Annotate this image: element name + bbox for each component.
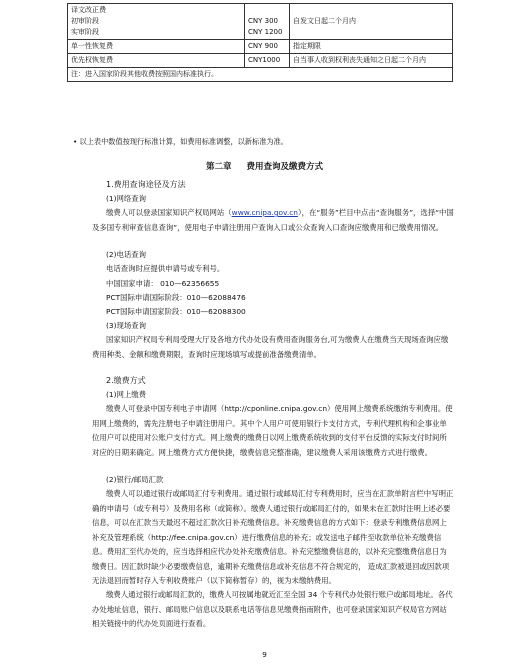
paragraph-online-query — [92, 206, 454, 235]
phone-line: PCT国际申请国际阶段：010—62088476 — [106, 293, 246, 302]
table-row — [68, 4, 453, 40]
fee-amount: CNY1000 — [245, 54, 290, 68]
subsection-label: (2)银行/邮局汇款 — [106, 475, 164, 484]
fee-amount: CNY 900 — [245, 40, 290, 54]
fee-item: 优先权恢复费 — [68, 54, 245, 68]
chapter-title: 费用查询及缴费方式 — [246, 162, 323, 172]
fee-item: 实审阶段 — [71, 28, 99, 36]
table-row — [68, 40, 453, 54]
fee-note: 自当事人收到权利丧失通知之日起二个月内 — [290, 54, 453, 68]
fee-table — [67, 3, 453, 82]
paragraph-text: 电话查询时应提供申请号或专利号。 — [106, 264, 225, 273]
subsection-label: (2)电话查询 — [106, 250, 147, 259]
table-cell — [290, 4, 453, 40]
paragraph-bank-payment: 缴费人可以通过银行或邮局汇付专利费用。通过银行或邮局汇付专利费用时，应当在汇款单附言栏中写明正确的申请号（或专利号）及费用名称（或简称）。缴费人通过银行或邮局汇付的，如果未在汇款时注明上述必要信息，可以在汇款当天最迟不超过汇款次日补充缴费信息。补充缴费信息的方式如下：登录专利缴费信息网上补充及管理系统（http://fee.cnipa.gov.cn）进行缴费信息的补充；或发送电子邮件至收款单位补充缴费信息。费用汇至代办处的，应当选择相应代办处补充缴费信息。补充完整缴费信息的，以补充完整缴费信息日为缴费日。因汇款时缺少必要缴费信息，逾期补充缴费信息或补充信息不符合规定的， 造成汇款被退回或因款项无法退回而暂时存入专利收费账户（以下简称暂存）的，视为未缴纳费用。 — [92, 489, 454, 585]
footnote: • 以上表中数值按现行标准计算，如费用标准调整，以新标准为准。 — [73, 137, 288, 146]
paragraph-onsite-query: 国家知识产权局专利局受理大厅及各地方代办处设有费用查询服务台,可为缴费人在缴费当天现场查询应缴费用种类、金额和缴费期限，查询时应现场填写或提前准备缴费清单。 — [92, 335, 449, 359]
subsection-label: (1)网上缴费 — [106, 390, 147, 399]
fee-item: 单一性恢复费 — [68, 40, 245, 54]
paragraph-text: ），在“服务”栏目中点击“查询服务”，选择“中国及多国专利审查信息查询”，使用电子申请注册用户查询入口或公众查询入口查询应缴费用和已缴费用情况。 — [92, 208, 454, 232]
section-heading: 1.费用查询途径及方法 — [106, 180, 186, 189]
section-heading: 2.缴费方式 — [106, 376, 146, 385]
phone-line: 中国国家申请： 010—62356655 — [106, 279, 220, 288]
paragraph-bank-offices: 缴费人通过银行或邮局汇款的，缴费人可按属地就近汇至全国 34 个专利代办处银行账户或邮局地址。各代办处地址信息，银行、邮局账户信息以及联系电话等信息见缴费指南附件，也可登录国家知识产权局官方网站相关链接中的代办处页面进行查看。 — [92, 590, 453, 628]
paragraph-text: 缴费人可以登录国家知识产权局网站（ — [106, 208, 232, 217]
table-note: 注：进入国家阶段其他收费按照国内标准执行。 — [68, 68, 453, 82]
fee-amount: CNY 300 — [248, 17, 278, 25]
subsection-label: (3)现场查询 — [106, 321, 147, 330]
cnipa-link[interactable]: www.cnipa.gov.cn — [231, 208, 298, 217]
page-number: 9 — [262, 650, 267, 659]
subsection-label: (1)网络查询 — [106, 194, 147, 203]
table-row — [68, 54, 453, 68]
chapter-number: 第二章 — [206, 162, 232, 172]
paragraph-online-payment: 缴费人可登录中国专利电子申请网（http://cponline.cnipa.gov.cn）使用网上缴费系统缴纳专利费用。使用网上缴费的，需先注册电子申请注册用户。其中个人用户可使用银行卡支付方式，专利代理机构和企事业单位用户可以使用对公账户支付方式。网上缴费的缴费日以网上缴费系统收到的支付平台反馈的实际支付时间所对应的日期来确定。网上缴费方式方便快捷，缴费信息完整准确，建议缴费人采用该缴费方式进行缴费。 — [92, 404, 453, 457]
table-cell — [68, 4, 245, 40]
phone-line: PCT国际申请国家阶段：010—62088300 — [106, 307, 246, 316]
fee-item: 初审阶段 — [71, 17, 99, 25]
fee-item: 译文改正费 — [71, 6, 106, 14]
table-cell — [245, 4, 290, 40]
fee-note: 指定期限 — [290, 40, 453, 54]
fee-note: 自发文日起二个月内 — [293, 17, 356, 25]
table-row — [68, 68, 453, 82]
fee-amount: CNY 1200 — [248, 28, 283, 36]
chapter-heading — [0, 160, 529, 172]
